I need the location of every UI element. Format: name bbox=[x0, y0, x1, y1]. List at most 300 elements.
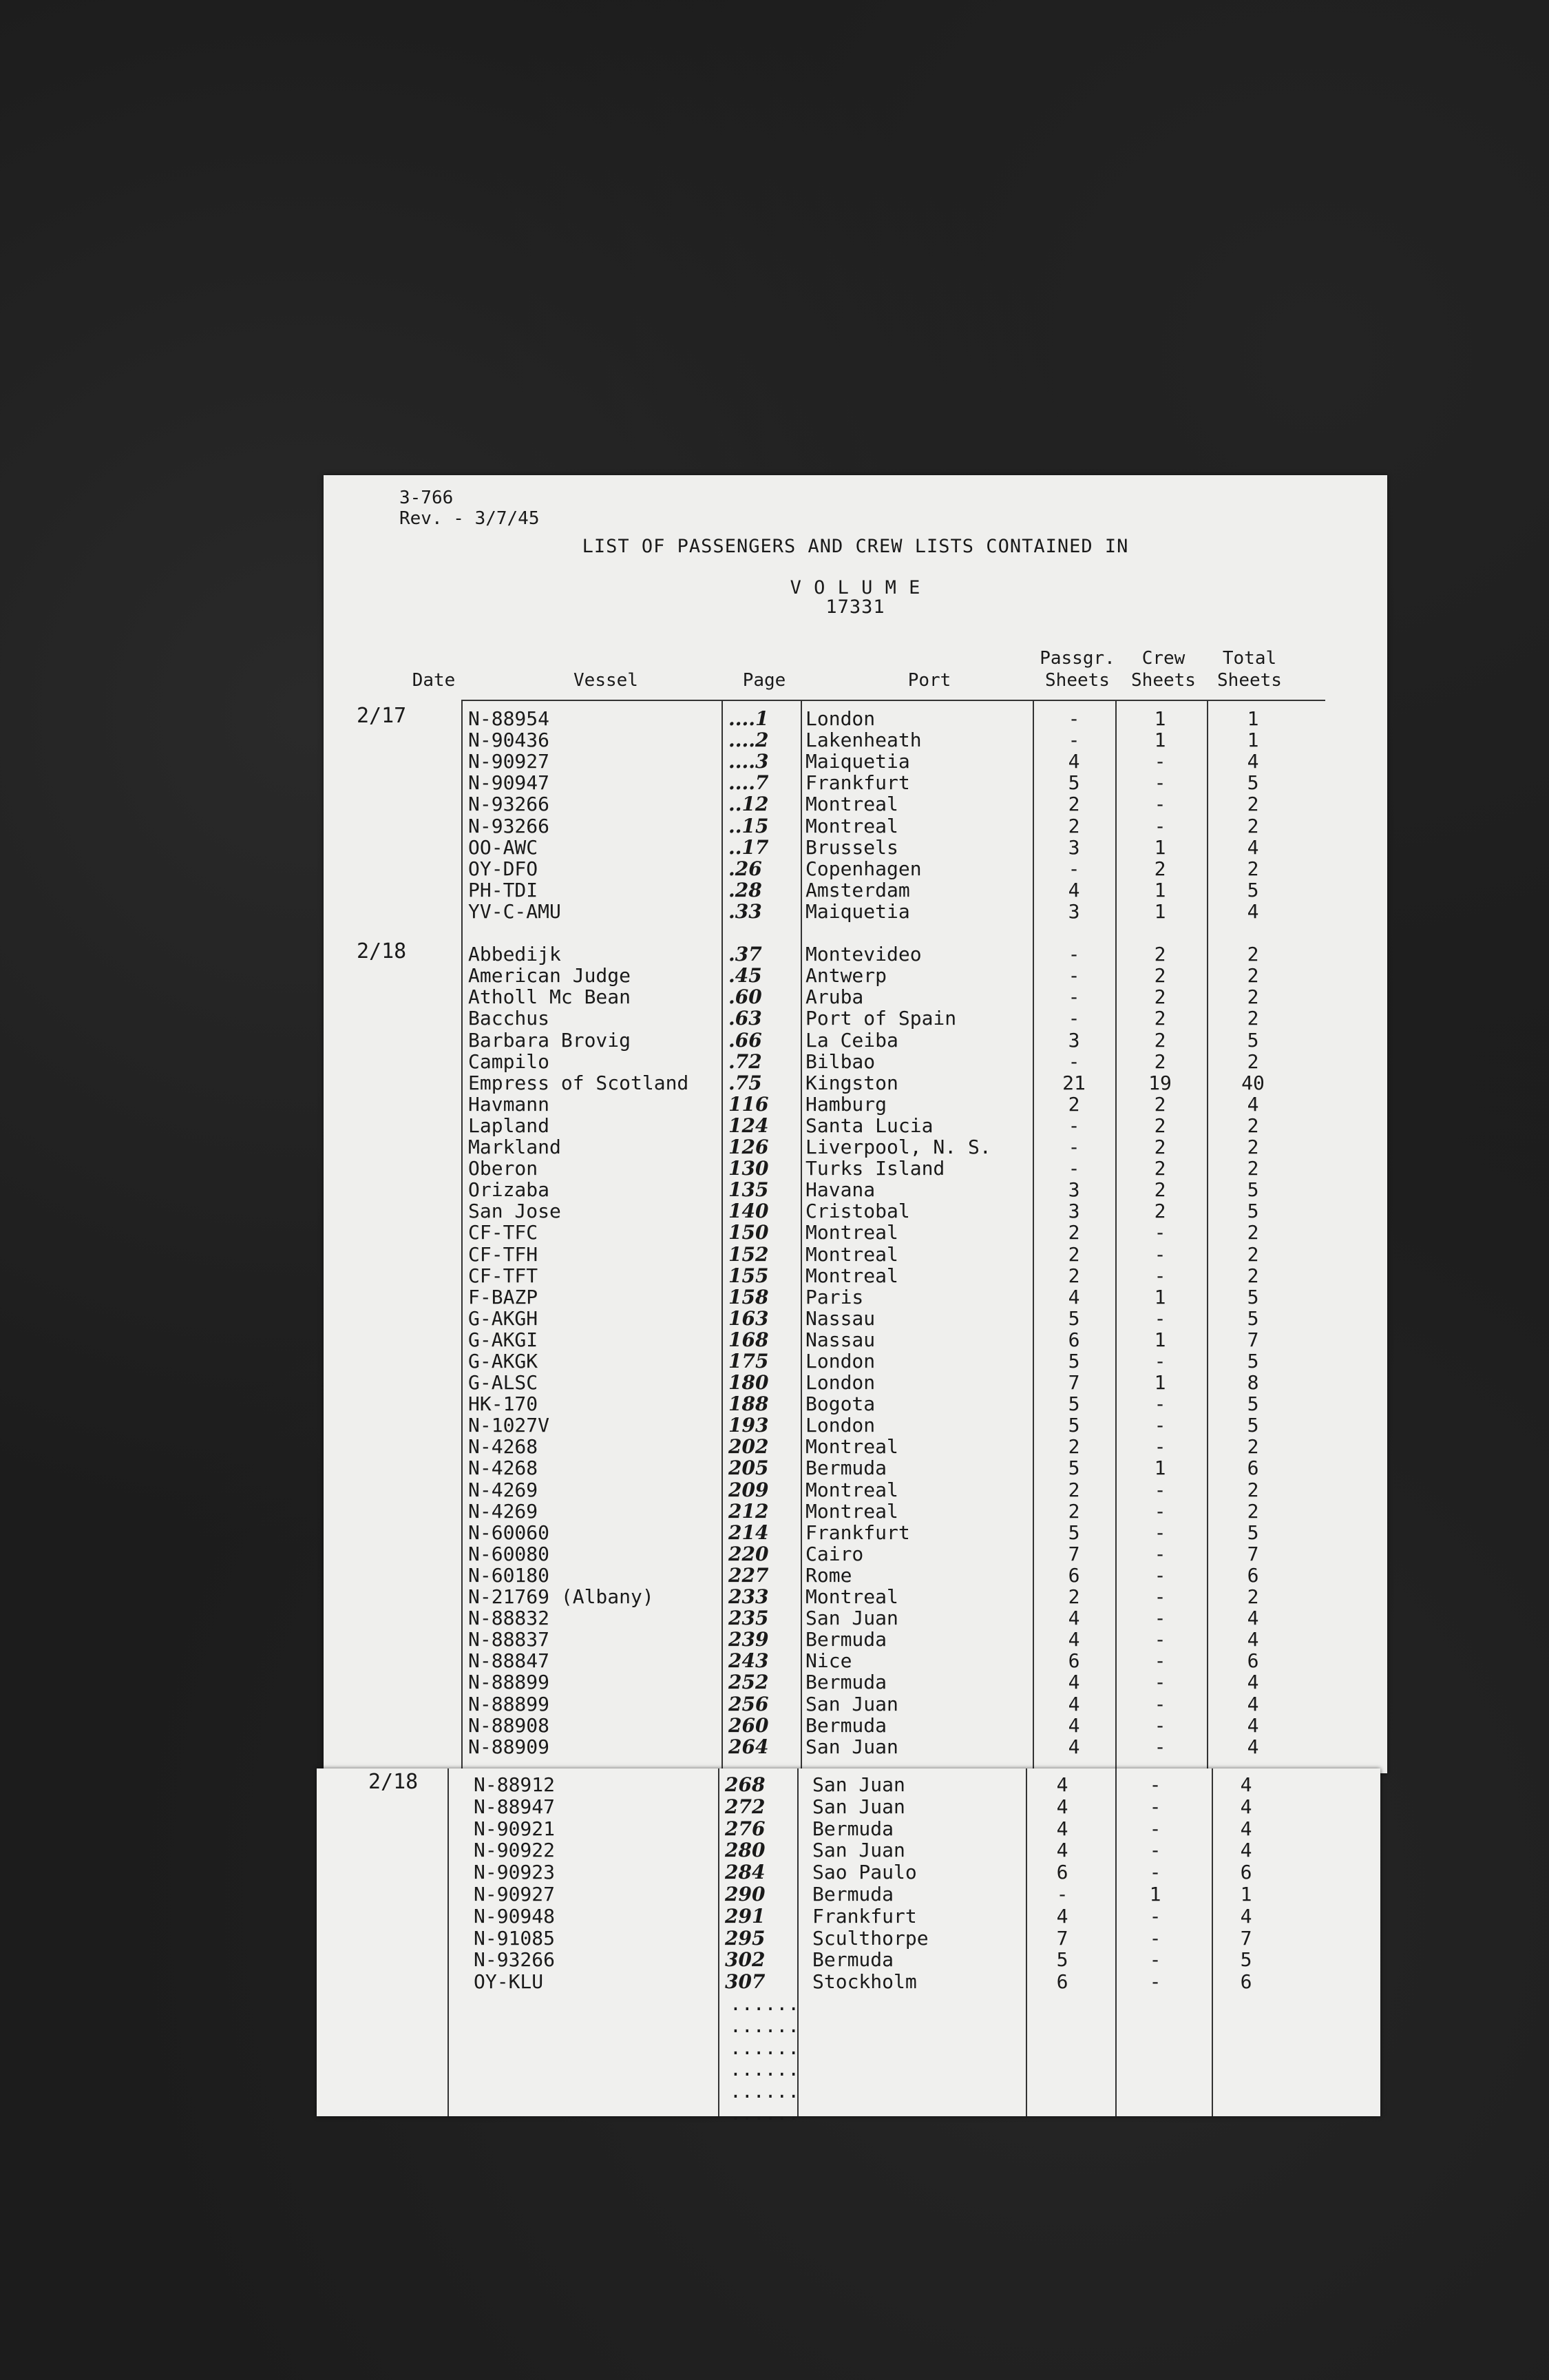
row-passgr-sheets: 4 bbox=[1056, 1795, 1068, 1818]
row-port: Frankfurt bbox=[805, 771, 910, 794]
table-row bbox=[324, 1543, 1356, 1565]
row-total-sheets: 2 bbox=[1247, 793, 1259, 815]
row-date: 2/18 bbox=[357, 939, 407, 963]
row-vessel: Atholl Mc Bean bbox=[468, 985, 631, 1008]
table-row bbox=[324, 1372, 1356, 1393]
row-port: Havana bbox=[805, 1178, 876, 1201]
row-page: .33 bbox=[728, 900, 762, 923]
row-crew-sheets: 1 bbox=[1154, 1286, 1166, 1308]
empty-page-leader: ...... bbox=[730, 2058, 800, 2080]
row-page: 295 bbox=[725, 1927, 766, 1950]
row-crew-sheets: - bbox=[1154, 771, 1166, 794]
row-passgr-sheets: 3 bbox=[1068, 1178, 1080, 1201]
row-page: 239 bbox=[728, 1628, 769, 1651]
row-passgr-sheets: 6 bbox=[1068, 1649, 1080, 1672]
row-port: San Juan bbox=[812, 1795, 905, 1818]
row-port: Turks Island bbox=[805, 1157, 945, 1180]
row-vessel: N-90436 bbox=[468, 729, 550, 751]
row-vessel: CF-TFH bbox=[468, 1243, 538, 1266]
row-vessel: OO-AWC bbox=[468, 836, 538, 859]
row-passgr-sheets: - bbox=[1068, 943, 1080, 965]
row-vessel: Bacchus bbox=[468, 1007, 550, 1030]
row-passgr-sheets: 4 bbox=[1068, 1628, 1080, 1651]
empty-page-leader: ...... bbox=[730, 1992, 800, 2015]
row-total-sheets: 6 bbox=[1247, 1457, 1259, 1479]
row-page: ....3 bbox=[728, 750, 769, 773]
row-passgr-sheets: 2 bbox=[1068, 1243, 1080, 1266]
row-vessel: N-90923 bbox=[474, 1861, 556, 1883]
row-crew-sheets: - bbox=[1149, 1948, 1161, 1971]
row-date: 2/18 bbox=[368, 1770, 419, 1794]
row-date: 2/17 bbox=[357, 704, 407, 728]
row-total-sheets: 5 bbox=[1247, 1029, 1259, 1052]
row-port: Bermuda bbox=[805, 1457, 887, 1479]
table-row bbox=[324, 815, 1356, 837]
row-total-sheets: 4 bbox=[1240, 1839, 1252, 1861]
row-total-sheets: 7 bbox=[1240, 1927, 1252, 1950]
row-port: Montreal bbox=[805, 1479, 898, 1501]
table-row bbox=[324, 1115, 1356, 1136]
row-port: Cristobal bbox=[805, 1200, 910, 1222]
row-port: Montevideo bbox=[805, 943, 922, 965]
row-vessel: YV-C-AMU bbox=[468, 900, 561, 923]
row-crew-sheets: - bbox=[1154, 1671, 1166, 1693]
row-crew-sheets: - bbox=[1149, 1927, 1161, 1950]
row-total-sheets: 4 bbox=[1247, 1671, 1259, 1693]
table-row bbox=[317, 1861, 1349, 1883]
table-row bbox=[324, 939, 1356, 965]
row-vessel: Havmann bbox=[468, 1093, 550, 1116]
col-header-passgr: Passgr. Sheets bbox=[1040, 648, 1115, 691]
row-vessel: CF-TFT bbox=[468, 1264, 538, 1287]
row-passgr-sheets: 2 bbox=[1068, 1500, 1080, 1523]
row-page: 272 bbox=[725, 1795, 766, 1818]
row-crew-sheets: 2 bbox=[1154, 1157, 1166, 1180]
row-vessel: N-90921 bbox=[474, 1817, 556, 1840]
row-page: 126 bbox=[728, 1136, 769, 1158]
row-vessel: N-88954 bbox=[468, 707, 550, 730]
row-port: San Juan bbox=[805, 1693, 898, 1715]
row-total-sheets: 4 bbox=[1247, 900, 1259, 923]
row-port: Aruba bbox=[805, 985, 864, 1008]
row-total-sheets: 5 bbox=[1247, 1307, 1259, 1330]
table-row bbox=[324, 1415, 1356, 1436]
row-port: Frankfurt bbox=[805, 1521, 910, 1544]
row-vessel: Barbara Brovig bbox=[468, 1029, 631, 1052]
row-page: 193 bbox=[728, 1414, 769, 1437]
row-passgr-sheets: 5 bbox=[1068, 1392, 1080, 1415]
row-vessel: N-91085 bbox=[474, 1927, 556, 1950]
table-row bbox=[317, 1770, 1349, 1796]
table-row bbox=[324, 1008, 1356, 1029]
table-row bbox=[317, 1883, 1349, 1905]
row-port: San Juan bbox=[805, 1735, 898, 1758]
row-total-sheets: 2 bbox=[1247, 1114, 1259, 1137]
row-vessel: N-88899 bbox=[468, 1693, 550, 1715]
table-row bbox=[324, 1072, 1356, 1094]
row-total-sheets: 2 bbox=[1247, 1435, 1259, 1458]
row-total-sheets: 40 bbox=[1241, 1072, 1265, 1094]
col-header-port: Port bbox=[907, 670, 951, 691]
table-row bbox=[324, 1607, 1356, 1629]
row-passgr-sheets: - bbox=[1068, 857, 1080, 880]
table-row bbox=[324, 1051, 1356, 1072]
table-row bbox=[324, 751, 1356, 772]
row-port: London bbox=[805, 707, 876, 730]
row-passgr-sheets: 2 bbox=[1068, 1093, 1080, 1116]
row-passgr-sheets: 4 bbox=[1068, 1714, 1080, 1737]
row-page: 175 bbox=[728, 1350, 769, 1372]
row-passgr-sheets: 4 bbox=[1056, 1839, 1068, 1861]
row-total-sheets: 2 bbox=[1247, 815, 1259, 837]
table-row bbox=[317, 1949, 1349, 1970]
revision-block bbox=[399, 488, 540, 529]
row-page: 243 bbox=[728, 1649, 769, 1672]
row-page: 158 bbox=[728, 1286, 769, 1308]
row-page: 130 bbox=[728, 1157, 769, 1180]
row-total-sheets: 5 bbox=[1247, 879, 1259, 901]
row-page: 116 bbox=[728, 1093, 769, 1116]
row-vessel: Markland bbox=[468, 1136, 561, 1158]
row-page: 291 bbox=[725, 1905, 766, 1928]
row-passgr-sheets: 5 bbox=[1068, 1521, 1080, 1544]
row-total-sheets: 6 bbox=[1247, 1564, 1259, 1587]
row-port: Nice bbox=[805, 1649, 852, 1672]
row-passgr-sheets: 4 bbox=[1056, 1817, 1068, 1840]
row-port: Bilbao bbox=[805, 1050, 876, 1073]
table-row bbox=[324, 1650, 1356, 1671]
row-port: Maiquetia bbox=[805, 750, 910, 773]
row-vessel: N-93266 bbox=[474, 1948, 556, 1971]
volume-label: V O L U M E bbox=[790, 577, 921, 598]
row-vessel: HK-170 bbox=[468, 1392, 538, 1415]
row-crew-sheets: - bbox=[1154, 1649, 1166, 1672]
row-total-sheets: 2 bbox=[1247, 1500, 1259, 1523]
row-port: Sao Paulo bbox=[812, 1861, 917, 1883]
row-passgr-sheets: 3 bbox=[1068, 1029, 1080, 1052]
row-crew-sheets: 2 bbox=[1154, 1136, 1166, 1158]
row-port: Maiquetia bbox=[805, 900, 910, 923]
table-row bbox=[324, 772, 1356, 793]
row-port: Stockholm bbox=[812, 1970, 917, 1993]
row-passgr-sheets: - bbox=[1068, 964, 1080, 987]
row-crew-sheets: - bbox=[1154, 1435, 1166, 1458]
row-crew-sheets: - bbox=[1154, 1521, 1166, 1544]
row-port: London bbox=[805, 1414, 876, 1437]
row-crew-sheets: - bbox=[1149, 1795, 1161, 1818]
row-page: .72 bbox=[728, 1050, 762, 1073]
row-page: 307 bbox=[725, 1970, 766, 1993]
row-total-sheets: 5 bbox=[1247, 771, 1259, 794]
row-crew-sheets: - bbox=[1149, 1905, 1161, 1928]
row-total-sheets: 4 bbox=[1247, 1714, 1259, 1737]
row-page: ..17 bbox=[728, 836, 769, 859]
row-total-sheets: 1 bbox=[1247, 707, 1259, 730]
row-port: Bermuda bbox=[805, 1714, 887, 1737]
row-total-sheets: 5 bbox=[1247, 1350, 1259, 1372]
row-port: Liverpool, N. S. bbox=[805, 1136, 991, 1158]
document-sheet bbox=[324, 475, 1387, 1773]
col-header-vessel: Vessel bbox=[573, 670, 638, 691]
row-vessel: F-BAZP bbox=[468, 1286, 538, 1308]
row-total-sheets: 2 bbox=[1247, 943, 1259, 965]
row-total-sheets: 5 bbox=[1247, 1414, 1259, 1437]
row-total-sheets: 4 bbox=[1247, 750, 1259, 773]
row-crew-sheets: - bbox=[1149, 1773, 1161, 1796]
row-vessel: N-88899 bbox=[468, 1671, 550, 1693]
row-page: 302 bbox=[725, 1948, 766, 1971]
row-crew-sheets: - bbox=[1154, 1693, 1166, 1715]
row-passgr-sheets: - bbox=[1068, 1114, 1080, 1137]
row-crew-sheets: - bbox=[1154, 1392, 1166, 1415]
row-vessel: N-60180 bbox=[468, 1564, 550, 1587]
revision-date: Rev. - 3/7/45 bbox=[399, 508, 540, 529]
row-vessel: N-1027V bbox=[468, 1414, 550, 1437]
row-vessel: Campilo bbox=[468, 1050, 550, 1073]
row-passgr-sheets: 7 bbox=[1068, 1371, 1080, 1394]
row-passgr-sheets: 6 bbox=[1056, 1861, 1068, 1883]
row-crew-sheets: - bbox=[1149, 1817, 1161, 1840]
row-total-sheets: 4 bbox=[1247, 1735, 1259, 1758]
row-vessel: N-90927 bbox=[468, 750, 550, 773]
row-page: .75 bbox=[728, 1072, 762, 1094]
empty-page-leader: ...... bbox=[730, 2080, 800, 2102]
row-passgr-sheets: - bbox=[1056, 1883, 1068, 1906]
row-port: Amsterdam bbox=[805, 879, 910, 901]
row-crew-sheets: 1 bbox=[1154, 900, 1166, 923]
row-crew-sheets: - bbox=[1154, 793, 1166, 815]
row-passgr-sheets: 4 bbox=[1068, 750, 1080, 773]
table-row bbox=[324, 1329, 1356, 1350]
row-page: ..15 bbox=[728, 815, 769, 837]
document-title: LIST OF PASSENGERS AND CREW LISTS CONTAINED IN bbox=[582, 536, 1129, 557]
row-crew-sheets: - bbox=[1154, 1221, 1166, 1244]
row-vessel: N-93266 bbox=[468, 793, 550, 815]
row-passgr-sheets: 5 bbox=[1068, 1414, 1080, 1437]
row-page: 155 bbox=[728, 1264, 769, 1287]
row-passgr-sheets: 4 bbox=[1056, 1773, 1068, 1796]
table-row bbox=[317, 1906, 1349, 1927]
row-crew-sheets: 2 bbox=[1154, 1178, 1166, 1201]
row-page: 180 bbox=[728, 1371, 769, 1394]
row-passgr-sheets: 4 bbox=[1068, 1671, 1080, 1693]
table-row bbox=[324, 837, 1356, 858]
row-page: 168 bbox=[728, 1328, 769, 1351]
row-crew-sheets: 2 bbox=[1154, 1029, 1166, 1052]
row-page: 150 bbox=[728, 1221, 769, 1244]
row-passgr-sheets: - bbox=[1068, 1136, 1080, 1158]
row-port: Nassau bbox=[805, 1307, 876, 1330]
row-crew-sheets: 1 bbox=[1154, 1328, 1166, 1351]
row-total-sheets: 4 bbox=[1240, 1905, 1252, 1928]
table-row bbox=[324, 1565, 1356, 1586]
row-vessel: G-AKGH bbox=[468, 1307, 538, 1330]
row-vessel: Lapland bbox=[468, 1114, 550, 1137]
row-crew-sheets: 2 bbox=[1154, 964, 1166, 987]
row-passgr-sheets: 2 bbox=[1068, 815, 1080, 837]
row-vessel: OY-DFO bbox=[468, 857, 538, 880]
row-crew-sheets: 1 bbox=[1149, 1883, 1161, 1906]
row-passgr-sheets: - bbox=[1068, 985, 1080, 1008]
row-passgr-sheets: 3 bbox=[1068, 1200, 1080, 1222]
row-total-sheets: 4 bbox=[1247, 1693, 1259, 1715]
row-crew-sheets: 1 bbox=[1154, 1371, 1166, 1394]
table-row bbox=[324, 879, 1356, 901]
table-row bbox=[317, 1839, 1349, 1861]
row-total-sheets: 4 bbox=[1247, 1607, 1259, 1629]
row-page: 264 bbox=[728, 1735, 769, 1758]
row-port: Montreal bbox=[805, 1221, 898, 1244]
row-vessel: N-60060 bbox=[468, 1521, 550, 1544]
row-crew-sheets: - bbox=[1149, 1839, 1161, 1861]
continuation-strip bbox=[317, 1768, 1380, 2125]
table-row bbox=[324, 1308, 1356, 1329]
row-crew-sheets: 2 bbox=[1154, 1093, 1166, 1116]
table-row bbox=[324, 1265, 1356, 1286]
row-port: Sculthorpe bbox=[812, 1927, 929, 1950]
volume-number: 17331 bbox=[825, 596, 885, 618]
row-page: 233 bbox=[728, 1585, 769, 1608]
form-number: 3-766 bbox=[399, 488, 454, 508]
table-row bbox=[317, 1928, 1349, 1949]
row-port: Nassau bbox=[805, 1328, 876, 1351]
row-page: 220 bbox=[728, 1543, 769, 1565]
row-total-sheets: 2 bbox=[1247, 857, 1259, 880]
row-passgr-sheets: 21 bbox=[1062, 1072, 1086, 1094]
table-row bbox=[324, 1501, 1356, 1522]
row-total-sheets: 4 bbox=[1247, 1093, 1259, 1116]
row-port: Montreal bbox=[805, 1243, 898, 1266]
row-port: San Juan bbox=[805, 1607, 898, 1629]
row-passgr-sheets: 7 bbox=[1068, 1543, 1080, 1565]
row-crew-sheets: - bbox=[1154, 1564, 1166, 1587]
col-header-total: Total Sheets bbox=[1217, 648, 1282, 691]
row-port: Brussels bbox=[805, 836, 898, 859]
row-total-sheets: 7 bbox=[1247, 1543, 1259, 1565]
row-port: Santa Lucia bbox=[805, 1114, 934, 1137]
row-passgr-sheets: 2 bbox=[1068, 1585, 1080, 1608]
row-port: Port of Spain bbox=[805, 1007, 957, 1030]
row-passgr-sheets: 4 bbox=[1056, 1905, 1068, 1928]
row-page: .60 bbox=[728, 985, 762, 1008]
table-row bbox=[324, 1350, 1356, 1372]
row-passgr-sheets: 7 bbox=[1056, 1927, 1068, 1950]
row-total-sheets: 1 bbox=[1247, 729, 1259, 751]
row-port: London bbox=[805, 1350, 876, 1372]
row-vessel: N-88909 bbox=[468, 1735, 550, 1758]
row-port: Bogota bbox=[805, 1392, 876, 1415]
row-page: 260 bbox=[728, 1714, 769, 1737]
table-row bbox=[324, 858, 1356, 879]
table-row bbox=[324, 704, 1356, 730]
table-row bbox=[324, 1671, 1356, 1693]
table-row bbox=[324, 1030, 1356, 1051]
row-port: Frankfurt bbox=[812, 1905, 917, 1928]
row-passgr-sheets: 4 bbox=[1068, 1607, 1080, 1629]
table-row bbox=[324, 1094, 1356, 1115]
row-page: ....2 bbox=[728, 729, 769, 751]
row-passgr-sheets: 4 bbox=[1068, 1735, 1080, 1758]
row-passgr-sheets: 3 bbox=[1068, 900, 1080, 923]
row-page: 209 bbox=[728, 1479, 769, 1501]
row-total-sheets: 2 bbox=[1247, 1479, 1259, 1501]
empty-page-leader: ...... bbox=[730, 2036, 800, 2059]
row-page: .45 bbox=[728, 964, 762, 987]
row-total-sheets: 2 bbox=[1247, 985, 1259, 1008]
row-vessel: N-88947 bbox=[474, 1795, 556, 1818]
row-page: .63 bbox=[728, 1007, 762, 1030]
row-total-sheets: 1 bbox=[1240, 1883, 1252, 1906]
row-crew-sheets: - bbox=[1154, 815, 1166, 837]
row-page: ....7 bbox=[728, 771, 769, 794]
row-vessel: N-90927 bbox=[474, 1883, 556, 1906]
row-page: 188 bbox=[728, 1392, 769, 1415]
table-row bbox=[324, 965, 1356, 986]
row-passgr-sheets: 5 bbox=[1068, 1307, 1080, 1330]
row-vessel: Orizaba bbox=[468, 1178, 550, 1201]
row-passgr-sheets: - bbox=[1068, 1050, 1080, 1073]
row-crew-sheets: - bbox=[1154, 1414, 1166, 1437]
table-row bbox=[317, 1818, 1349, 1839]
row-port: Montreal bbox=[805, 1435, 898, 1458]
row-passgr-sheets: 5 bbox=[1068, 771, 1080, 794]
table-row bbox=[324, 1715, 1356, 1736]
row-vessel: Abbedijk bbox=[468, 943, 561, 965]
table-row bbox=[324, 1629, 1356, 1650]
row-vessel: N-88847 bbox=[468, 1649, 550, 1672]
col-header-crew: Crew Sheets bbox=[1131, 648, 1196, 691]
row-page: 205 bbox=[728, 1457, 769, 1479]
header-rule bbox=[461, 700, 1325, 701]
row-port: Montreal bbox=[805, 1264, 898, 1287]
row-vessel: N-88908 bbox=[468, 1714, 550, 1737]
col-header-page: Page bbox=[742, 670, 786, 691]
row-page: 284 bbox=[725, 1861, 766, 1883]
row-vessel: PH-TDI bbox=[468, 879, 538, 901]
row-port: Paris bbox=[805, 1286, 864, 1308]
row-port: Bermuda bbox=[805, 1671, 887, 1693]
row-vessel: San Jose bbox=[468, 1200, 561, 1222]
table-row bbox=[324, 1286, 1356, 1308]
row-crew-sheets: - bbox=[1154, 1628, 1166, 1651]
row-passgr-sheets: 5 bbox=[1068, 1350, 1080, 1372]
empty-page-leader: ...... bbox=[730, 2014, 800, 2037]
table-row bbox=[324, 1736, 1356, 1757]
row-port: Montreal bbox=[805, 793, 898, 815]
row-page: ..12 bbox=[728, 793, 769, 815]
table-row bbox=[324, 1393, 1356, 1415]
row-total-sheets: 5 bbox=[1247, 1521, 1259, 1544]
row-page: 276 bbox=[725, 1817, 766, 1840]
row-page: 214 bbox=[728, 1521, 769, 1544]
row-total-sheets: 4 bbox=[1247, 1628, 1259, 1651]
row-port: San Juan bbox=[812, 1839, 905, 1861]
row-total-sheets: 6 bbox=[1240, 1970, 1252, 1993]
row-page: 135 bbox=[728, 1178, 769, 1201]
row-total-sheets: 6 bbox=[1240, 1861, 1252, 1883]
row-page: .26 bbox=[728, 857, 762, 880]
row-crew-sheets: - bbox=[1154, 1243, 1166, 1266]
table-row bbox=[324, 1479, 1356, 1501]
row-crew-sheets: 1 bbox=[1154, 1457, 1166, 1479]
row-crew-sheets: 1 bbox=[1154, 879, 1166, 901]
row-total-sheets: 6 bbox=[1247, 1649, 1259, 1672]
row-total-sheets: 5 bbox=[1247, 1200, 1259, 1222]
row-passgr-sheets: - bbox=[1068, 707, 1080, 730]
row-vessel: G-AKGI bbox=[468, 1328, 538, 1351]
row-passgr-sheets: 2 bbox=[1068, 793, 1080, 815]
row-total-sheets: 4 bbox=[1247, 836, 1259, 859]
